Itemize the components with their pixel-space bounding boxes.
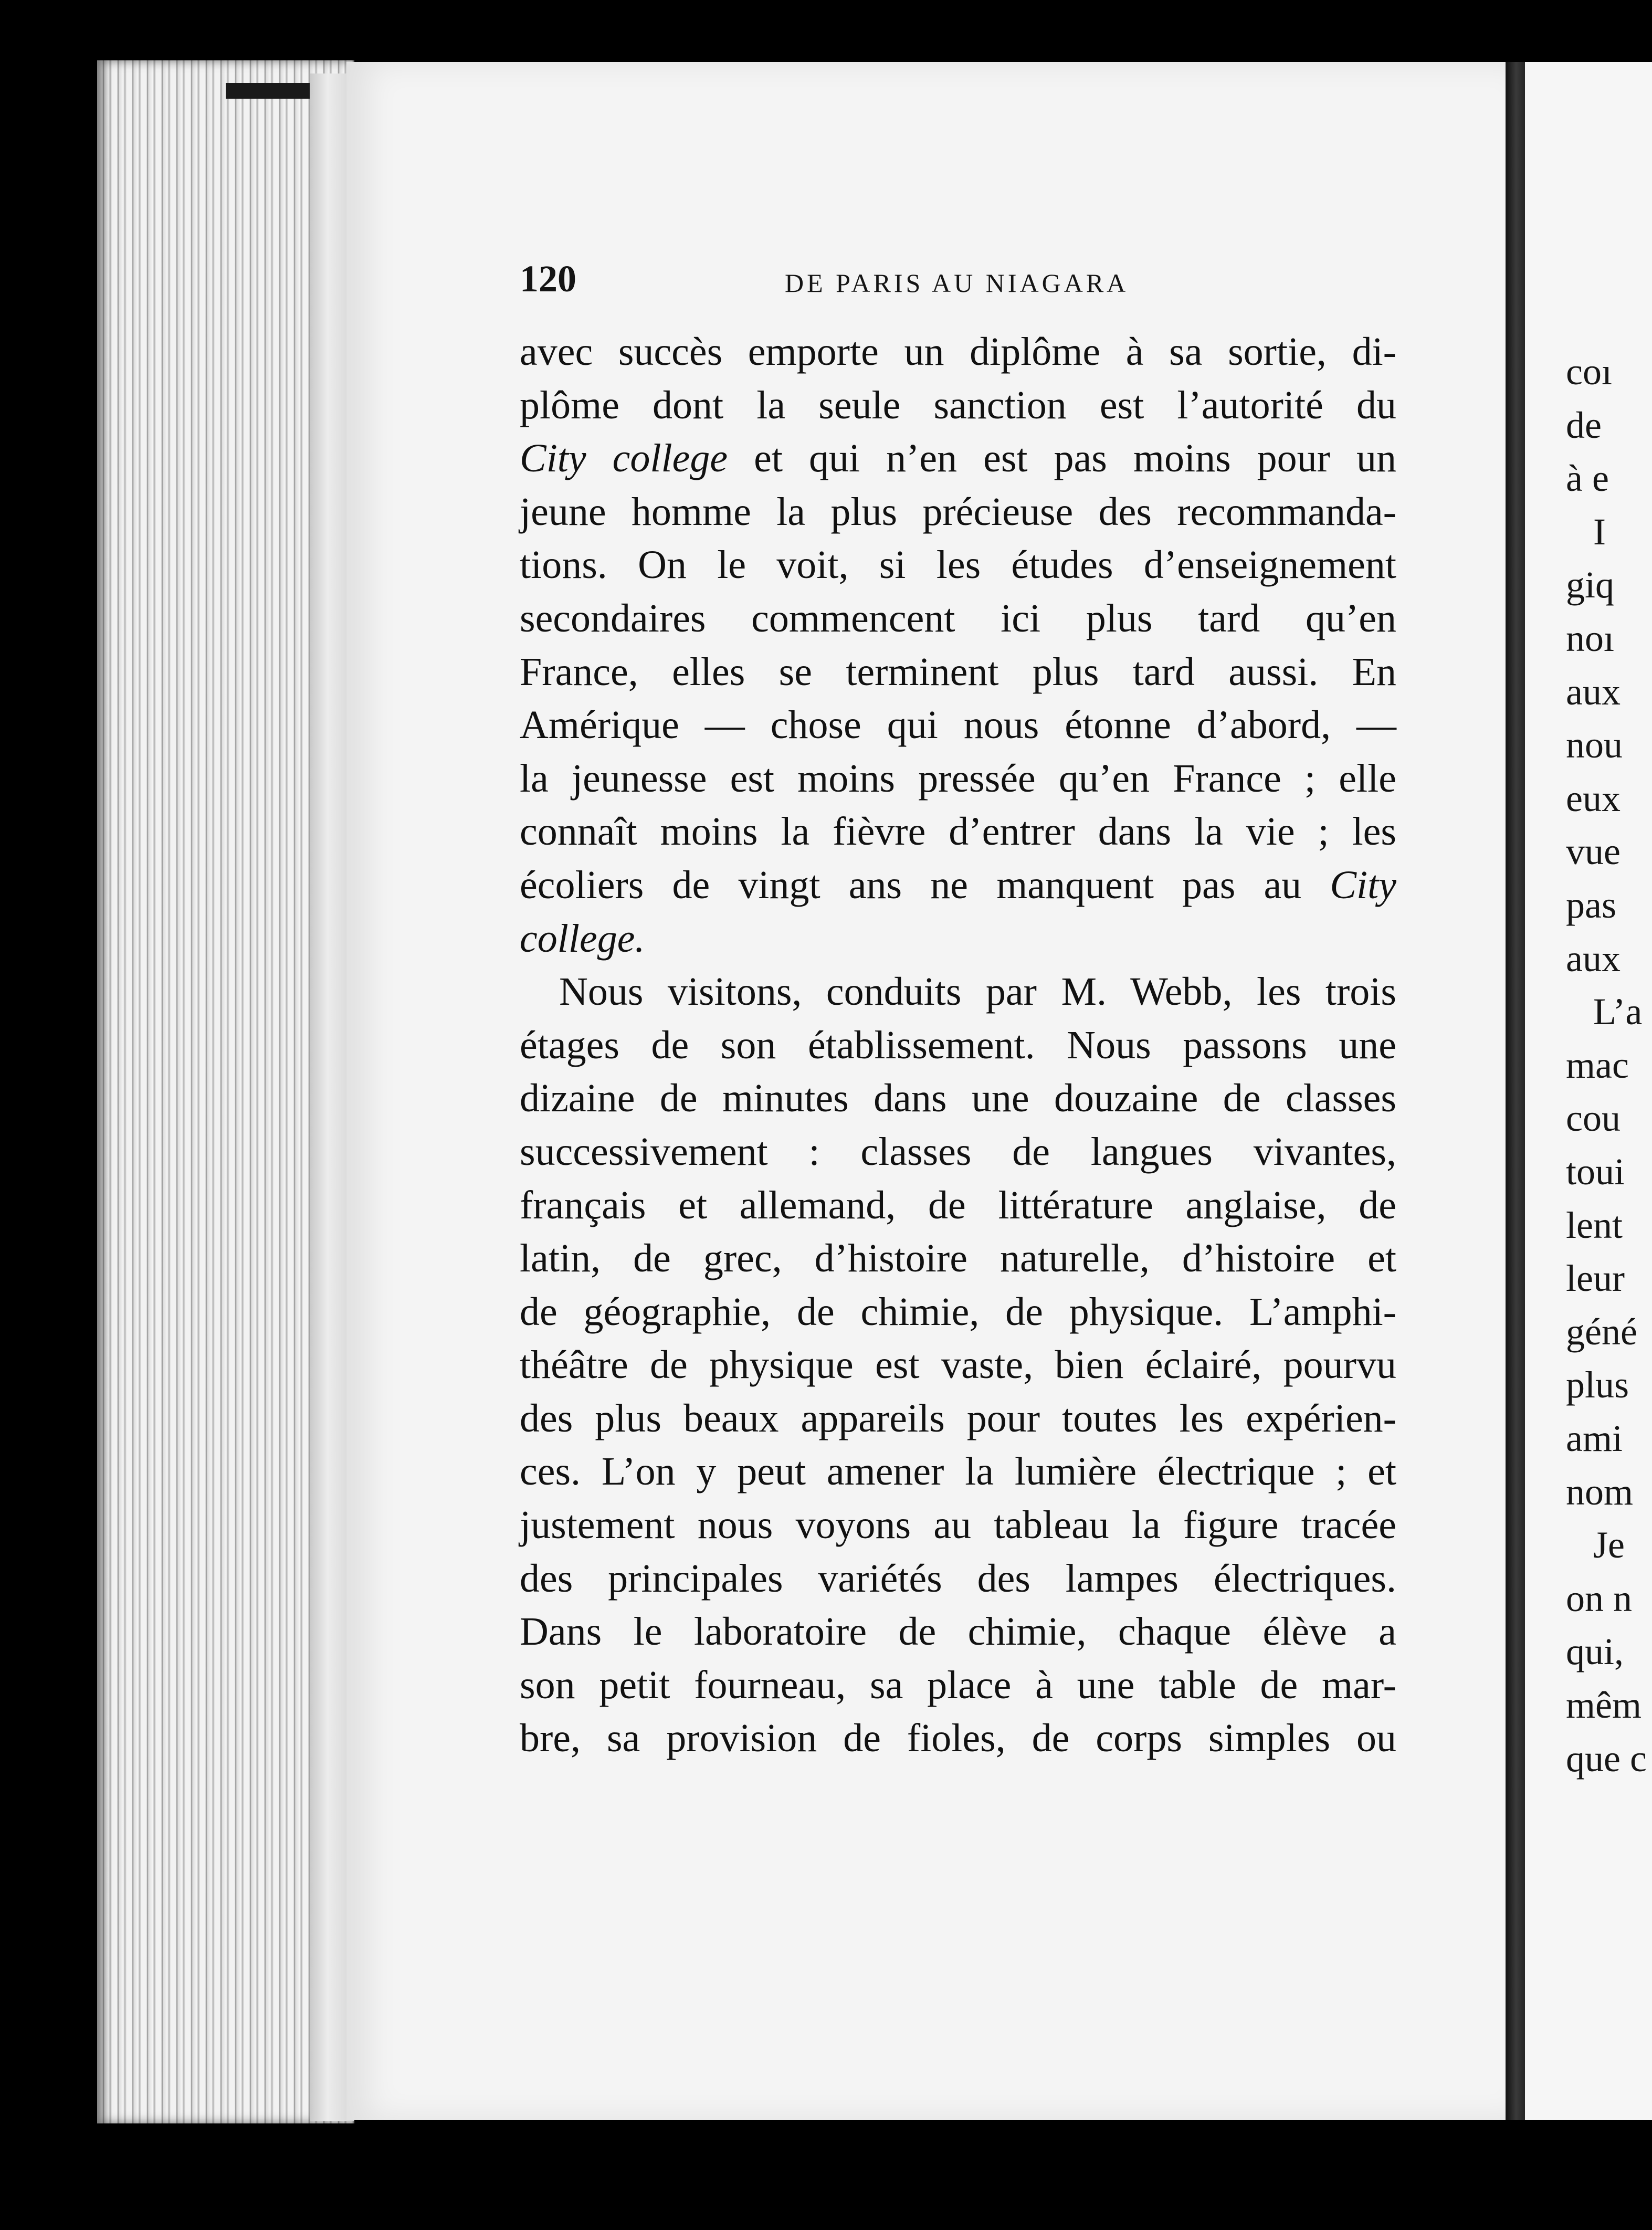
- facing-page-line: noı: [1566, 617, 1615, 659]
- text-line: dizaine de minutes dans une douzaine de classes: [520, 1076, 1396, 1121]
- italic-term: City: [1330, 862, 1396, 907]
- facing-page-line: cou: [1566, 1097, 1621, 1140]
- facing-page-line: giq: [1566, 564, 1615, 606]
- facing-page-line: toui: [1566, 1151, 1625, 1193]
- text-line: justement nous voyons au tableau la figure tracée: [520, 1503, 1396, 1548]
- facing-page-line: leur: [1566, 1257, 1625, 1300]
- text-line: secondaires commencent ici plus tard qu’en: [520, 596, 1396, 640]
- running-title: DE PARIS AU NIAGARA: [785, 268, 1129, 298]
- facing-page-line: coı: [1566, 351, 1612, 393]
- facing-page-line: aux: [1566, 670, 1621, 713]
- text-line: théâtre de physique est vaste, bien éclairé, pourvu: [520, 1343, 1396, 1387]
- text-line: français et allemand, de littérature anglaise, de: [520, 1183, 1396, 1227]
- facing-page-line: aux: [1566, 937, 1621, 980]
- text-line: tions. On le voit, si les études d’enseignement: [520, 543, 1396, 587]
- facing-page-line: eux: [1566, 777, 1621, 819]
- facing-page-line: mac: [1566, 1044, 1629, 1086]
- page-number: 120: [520, 258, 576, 300]
- book-edge-shadow: [226, 83, 310, 99]
- text-line: son petit fourneau, sa place à une table de mar-: [520, 1663, 1396, 1707]
- text-line: Nous visitons, conduits par M. Webb, les trois: [559, 970, 1396, 1014]
- facing-page-line: qui,: [1566, 1631, 1624, 1673]
- facing-page-line: Je: [1593, 1524, 1625, 1566]
- text-line: la jeunesse est moins pressée qu’en France ; elle: [520, 756, 1396, 801]
- facing-page-line: mêm: [1566, 1684, 1642, 1726]
- text-line: avec succès emporte un diplôme à sa sortie, di-: [520, 330, 1396, 374]
- text-line: des principales variétés des lampes électriques.: [520, 1556, 1396, 1601]
- text-line: City college et qui n’en est pas moins pour un: [520, 436, 1396, 481]
- facing-page-line: de: [1566, 404, 1602, 446]
- book-gutter: [1506, 62, 1527, 2120]
- facing-page-line: nou: [1566, 724, 1623, 766]
- body-text: [520, 325, 1396, 1765]
- text-line: des plus beaux appareils pour toutes les expérien-: [520, 1396, 1396, 1440]
- text-line: étages de son établissement. Nous passons une: [520, 1023, 1396, 1067]
- facing-page-fragment: [1525, 62, 1652, 2120]
- facing-page-line: lent: [1566, 1204, 1623, 1246]
- facing-page-line: à e: [1566, 457, 1609, 500]
- italic-term: City college: [520, 436, 728, 481]
- text-line: bre, sa provision de fioles, de corps simples ou: [520, 1716, 1396, 1761]
- text-line: jeune homme la plus précieuse des recommanda-: [520, 489, 1396, 534]
- text-line: Amérique — chose qui nous étonne d’abord, —: [520, 703, 1396, 748]
- text-line: ces. L’on y peut amener la lumière électrique ; et: [520, 1449, 1396, 1494]
- text-line: connaît moins la fièvre d’entrer dans la vie ; les: [520, 809, 1396, 854]
- text-line: plôme dont la seule sanction est l’autorité du: [520, 383, 1396, 427]
- text-line: successivement : classes de langues vivantes,: [520, 1129, 1396, 1174]
- facing-page-line: que c: [1566, 1737, 1647, 1780]
- facing-page-line: ami: [1566, 1417, 1623, 1459]
- facing-page-line: I: [1593, 510, 1606, 553]
- facing-page-line: nom: [1566, 1470, 1634, 1513]
- facing-page-line: vue: [1566, 830, 1621, 873]
- facing-page-line: géné: [1566, 1310, 1637, 1353]
- facing-page-line: L’a: [1593, 991, 1643, 1033]
- text-line: de géographie, de chimie, de physique. L’amphi-: [520, 1289, 1396, 1334]
- facing-page-line: pas: [1566, 884, 1616, 926]
- text-line: écoliers de vingt ans ne manquent pas au City: [520, 862, 1396, 907]
- facing-page-line: plus: [1566, 1364, 1629, 1406]
- text-line: France, elles se terminent plus tard aussi. En: [520, 649, 1396, 694]
- text-line: Dans le laboratoire de chimie, chaque élève a: [520, 1610, 1396, 1654]
- text-line: [520, 912, 1396, 966]
- text-line: latin, de grec, d’histoire naturelle, d’histoire et: [520, 1236, 1396, 1281]
- facing-page-line: on n: [1566, 1577, 1632, 1619]
- italic-term: college.: [520, 916, 645, 961]
